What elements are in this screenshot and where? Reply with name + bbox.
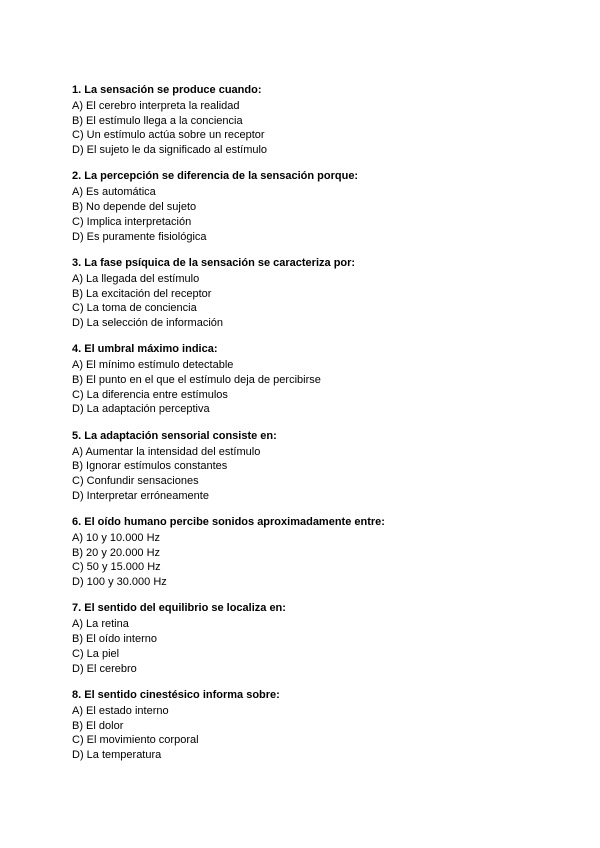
question-4 (72, 343, 542, 417)
question-3 (72, 257, 542, 331)
option-c: C) 50 y 15.000 Hz (72, 561, 161, 574)
option-d: D) Interpretar erróneamente (72, 489, 209, 502)
option-d: D) La selección de información (72, 316, 224, 329)
option-d: D) Es puramente fisiológica (72, 230, 207, 243)
option-d: D) La adaptación perceptiva (72, 403, 210, 416)
option-c: C) Confundir sensaciones (72, 475, 199, 488)
question-text: 7. El sentido del equilibrio se localiza en: (72, 602, 286, 615)
option-b: B) 20 y 20.000 Hz (72, 546, 161, 559)
option-b: B) Ignorar estímulos constantes (72, 460, 228, 473)
option-b: B) La excitación del receptor (72, 287, 212, 300)
option-a: A) Es automática (72, 186, 156, 199)
option-a: A) Aumentar la intensidad del estímulo (72, 445, 261, 458)
option-c: C) La diferencia entre estímulos (72, 388, 228, 401)
question-8 (72, 689, 542, 763)
question-text: 3. La fase psíquica de la sensación se caracteriza por: (72, 256, 356, 269)
option-c: C) El movimiento corporal (72, 734, 199, 747)
option-d: D) 100 y 30.000 Hz (72, 576, 167, 589)
question-text: 1. La sensación se produce cuando: (72, 84, 262, 96)
question-text: 4. El umbral máximo indica: (72, 343, 218, 356)
option-c: C) Implica interpretación (72, 215, 192, 228)
option-a: A) La llegada del estímulo (72, 272, 200, 285)
question-text: 6. El oído humano percibe sonidos aproximadamente entre: (72, 516, 385, 529)
option-c: C) La toma de conciencia (72, 302, 197, 315)
option-a: A) 10 y 10.000 Hz (72, 532, 161, 545)
question-2 (72, 170, 542, 244)
option-d: D) El cerebro (72, 662, 137, 675)
option-a: A) El cerebro interpreta la realidad (72, 100, 240, 112)
option-b: B) El dolor (72, 719, 124, 732)
question-5 (72, 430, 542, 504)
option-c: C) La piel (72, 647, 120, 660)
option-d: D) El sujeto le da significado al estímulo (72, 144, 268, 157)
question-text: 2. La percepción se diferencia de la sensación porque: (72, 170, 359, 183)
question-7 (72, 602, 542, 676)
question-list (72, 84, 542, 775)
option-a: A) La retina (72, 618, 129, 631)
question-text: 8. El sentido cinestésico informa sobre: (72, 688, 280, 701)
option-d: D) La temperatura (72, 748, 162, 761)
option-c: C) Un estímulo actúa sobre un receptor (72, 129, 265, 142)
option-b: B) No depende del sujeto (72, 201, 197, 214)
option-a: A) El mínimo estímulo detectable (72, 359, 234, 372)
option-a: A) El estado interno (72, 704, 169, 717)
question-6 (72, 516, 542, 590)
option-b: B) El punto en el que el estímulo deja de percibirse (72, 373, 321, 386)
question-text: 5. La adaptación sensorial consiste en: (72, 429, 277, 442)
question-1 (72, 84, 542, 158)
option-b: B) El estímulo llega a la conciencia (72, 114, 243, 127)
option-b: B) El oído interno (72, 633, 157, 646)
